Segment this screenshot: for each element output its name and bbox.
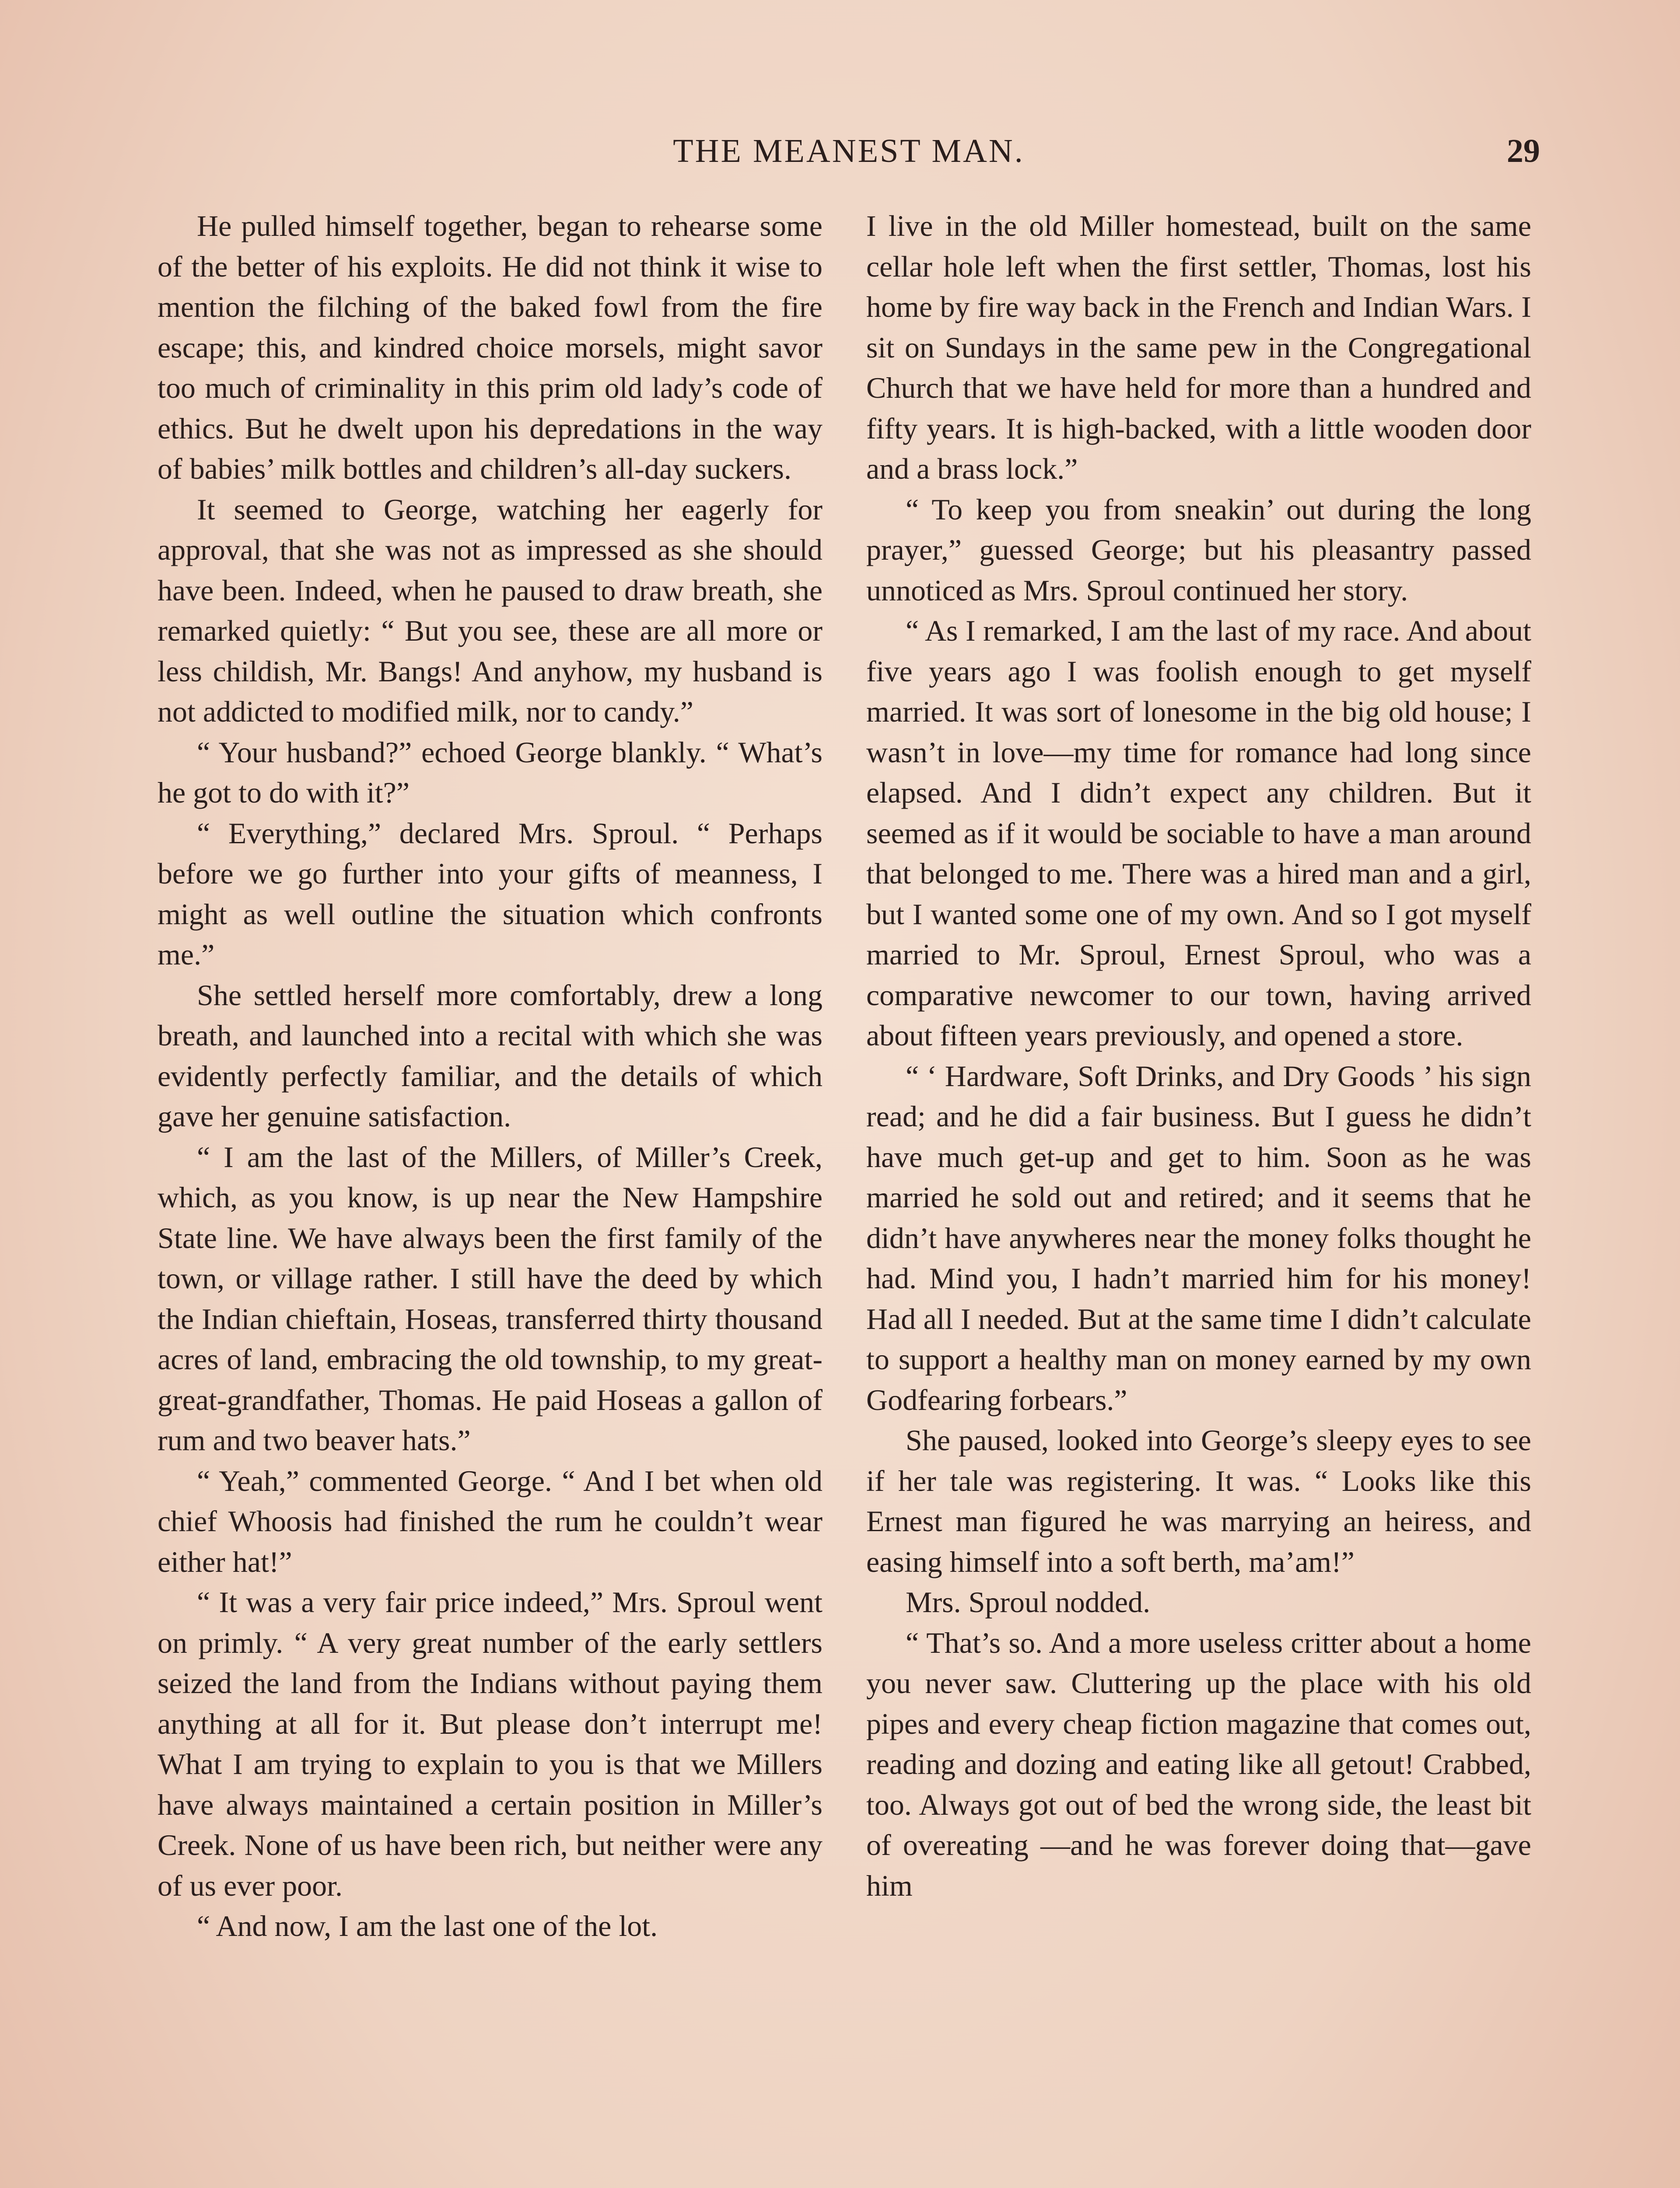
paragraph: “ That’s so. And a more useless critter about a home you never saw. Cluttering up the place with his old pipes and every cheap fiction magazine that comes out, reading and dozing and eating like all getout! Crabbed, too. Always got out of bed the wrong side, the least bit of overeating —and he was forever doing that—gave him [866, 1626, 1531, 1902]
paragraph: “ To keep you from sneakin’ out during the long prayer,” guessed George; but his pleasantry passed unnoticed as Mrs. Sproul continued her story. [866, 492, 1531, 607]
paragraph: “ And now, I am the last one of the lot. [197, 1909, 658, 1943]
text-columns [158, 206, 1540, 2188]
page-number: 29 [1507, 133, 1540, 169]
paragraph-continued: I live in the old Miller homestead, built on the same cellar hole left when the first settler, Thomas, lost his home by fire way back in the French and Indian Wars. I sit on Sundays in the same pew in the Congregational Church that we have held for more than a hundred and fifty years. It is high-backed, with a little wooden door and a brass lock.” [866, 209, 1531, 485]
running-title: THE MEANEST MAN. [673, 133, 1025, 169]
paragraph: “ Everything,” declared Mrs. Sproul. “ Perhaps before we go further into your gifts of meanness, I might as well outline the situation which confronts me.” [158, 816, 822, 971]
paragraph: She paused, looked into George’s sleepy eyes to see if her tale was registering. It was. “ Looks like this Ernest man figured he was marrying an heiress, and easing himself into a soft berth, ma’am!” [866, 1424, 1531, 1578]
paragraph: Mrs. Sproul nodded. [906, 1585, 1151, 1619]
paragraph: He pulled himself together, began to rehearse some of the better of his exploits. He did not think it wise to mention the filching of the baked fowl from the fire escape; this, and kindred choice morsels, might savor too much of criminality in this prim old lady’s code of ethics. But he dwelt upon his depredations in the way of babies’ milk bottles and children’s all-day suckers. [158, 209, 822, 485]
paragraph: It seemed to George, watching her eagerly for approval, that she was not as impressed as she should have been. Indeed, when he paused to draw breath, she remarked quietly: “ But you see, these are all more or less childish, Mr. Bangs! And anyhow, my husband is not addicted to modified milk, nor to candy.” [158, 492, 822, 728]
paragraph: “ It was a very fair price indeed,” Mrs. Sproul went on primly. “ A very great number of the early settlers seized the land from the Indians without paying them anything at all for it. But please don’t interrupt me! What I am trying to explain to you is that we Millers have always maintained a certain position in Miller’s Creek. None of us have been rich, but neither were any of us ever poor. [158, 1585, 822, 1902]
paragraph: “ I am the last of the Millers, of Miller’s Creek, which, as you know, is up near the New Hampshire State line. We have always been the first family of the town, or village rather. I still have the deed by which the Indian chieftain, Hoseas, transferred thirty thousand acres of land, embracing the old township, to my great-great-grandfather, Thomas. He paid Hoseas a gallon of rum and two beaver hats.” [158, 1140, 822, 1457]
left-column [158, 206, 822, 2188]
paragraph: She settled herself more comfortably, drew a long breath, and launched into a recital with which she was evidently perfectly familiar, and the details of which gave her genuine satisfaction. [158, 978, 822, 1133]
paragraph: “ Your husband?” echoed George blankly. “ What’s he got to do with it?” [158, 735, 822, 809]
paragraph: “ As I remarked, I am the last of my race. And about five years ago I was foolish enough to get myself married. It was sort of lonesome in the big old house; I wasn’t in love—my time for romance had long since elapsed. And I didn’t expect any children. But it seemed as if it would be sociable to have a man around that belonged to me. There was a hired man and a girl, but I wanted some one of my own. And so I got myself married to Mr. Sproul, Ernest Sproul, who was a comparative newcomer to our town, having arrived about fifteen years previously, and opened a store. [866, 614, 1531, 1052]
paragraph: “ Yeah,” commented George. “ And I bet when old chief Whoosis had finished the rum he couldn’t wear either hat!” [158, 1464, 822, 1578]
page-header [158, 125, 1540, 177]
right-column [866, 206, 1531, 2188]
paragraph: “ ‘ Hardware, Soft Drinks, and Dry Goods ’ his sign read; and he did a fair business. But I guess he didn’t have much get-up and get to him. Soon as he was married he sold out and retired; and it seems that he didn’t have anywheres near the money folks thought he had. Mind you, I hadn’t married him for his money! Had all I needed. But at the same time I didn’t calculate to support a healthy man on money earned by my own Godfearing forbears.” [866, 1059, 1531, 1417]
